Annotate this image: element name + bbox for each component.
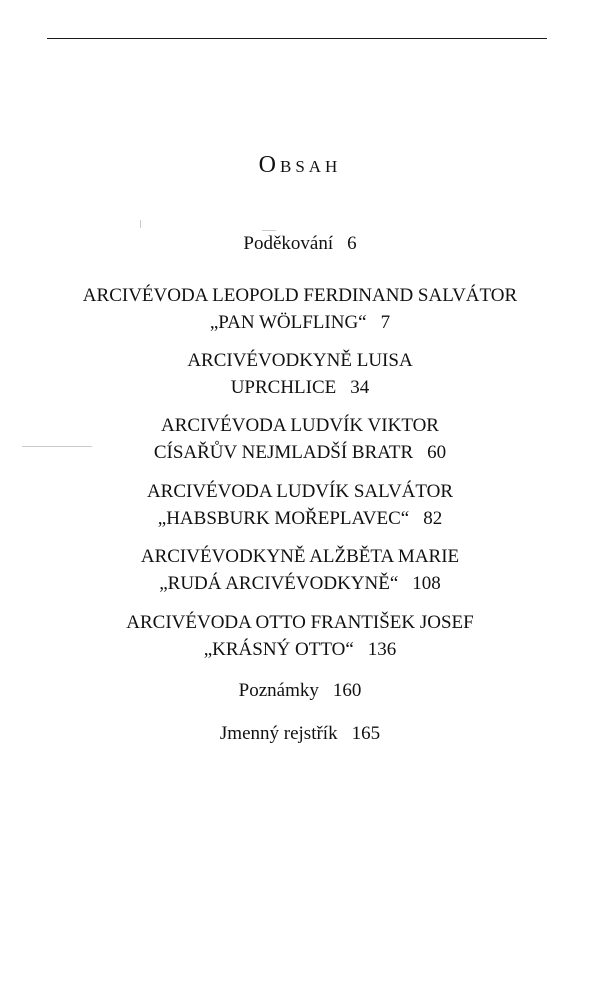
toc-entry — [0, 230, 600, 257]
toc-page-number: 108 — [412, 573, 441, 594]
toc-entry-title — [0, 282, 600, 309]
toc-page-number: 34 — [350, 377, 370, 398]
toc-entry — [0, 543, 600, 597]
toc-page-number: 165 — [351, 723, 381, 744]
toc-entry-text: Jmenný rejstřík — [219, 723, 338, 744]
toc-entry-subtitle — [0, 309, 600, 336]
toc-entry-subtitle — [0, 636, 600, 663]
toc-entry-title — [0, 230, 600, 257]
toc-entry-title — [0, 609, 600, 636]
toc-entry-text: Poznámky — [238, 680, 319, 701]
toc-entry-text: ARCIVÉVODA LUDVÍK VIKTOR — [161, 415, 439, 436]
toc-page-number: 160 — [332, 680, 362, 701]
toc-entry-title — [0, 347, 600, 374]
toc-entry-text: UPRCHLICE — [230, 377, 337, 398]
toc-entry-subtitle — [0, 439, 600, 466]
toc-entry — [0, 282, 600, 336]
page-title: Obsah — [258, 152, 342, 178]
toc-entry-text: ARCIVÉVODA LEOPOLD FERDINAND SALVÁTOR — [82, 285, 518, 306]
toc-entry-subtitle — [0, 374, 600, 401]
toc-page-number: 6 — [347, 233, 357, 254]
toc-entry-title — [0, 478, 600, 505]
toc-entry-title — [0, 412, 600, 439]
toc-entry-title — [0, 720, 600, 747]
toc-page-number: 136 — [367, 639, 397, 660]
toc-entry-text: CÍSAŘŮV NEJMLADŠÍ BRATR — [153, 442, 414, 463]
toc-entry — [0, 347, 600, 401]
top-rule — [47, 38, 547, 39]
toc-entry — [0, 677, 600, 704]
toc-page-number: 7 — [380, 312, 391, 333]
toc-entry-text: ARCIVÉVODKYNĚ ALŽBĚTA MARIE — [140, 546, 460, 567]
toc-entry-subtitle — [0, 570, 600, 597]
toc-entry — [0, 609, 600, 663]
toc-page-number: 82 — [423, 508, 443, 529]
toc-entry-text: ARCIVÉVODKYNĚ LUISA — [187, 350, 413, 371]
scan-speck — [140, 220, 141, 228]
toc-entry — [0, 412, 600, 466]
toc-entry-text: ARCIVÉVODA LUDVÍK SALVÁTOR — [146, 481, 454, 502]
toc-entry-title — [0, 677, 600, 704]
toc-entry-title — [0, 543, 600, 570]
toc-entry-text: „PAN WÖLFLING“ — [209, 312, 367, 333]
toc-page-number: 60 — [427, 442, 447, 463]
toc-entry-text: Poděkování — [243, 233, 334, 254]
toc-entry-text: „HABSBURK MOŘEPLAVEC“ — [157, 508, 410, 529]
toc-entry-text: „RUDÁ ARCIVÉVODKYNĚ“ — [159, 573, 399, 594]
toc-entry — [0, 720, 600, 747]
toc-entry-text: ARCIVÉVODA OTTO FRANTIŠEK JOSEF — [126, 612, 474, 633]
toc-entry-text: „KRÁSNÝ OTTO“ — [203, 639, 354, 660]
toc-entry — [0, 478, 600, 532]
toc-entry-subtitle — [0, 505, 600, 532]
